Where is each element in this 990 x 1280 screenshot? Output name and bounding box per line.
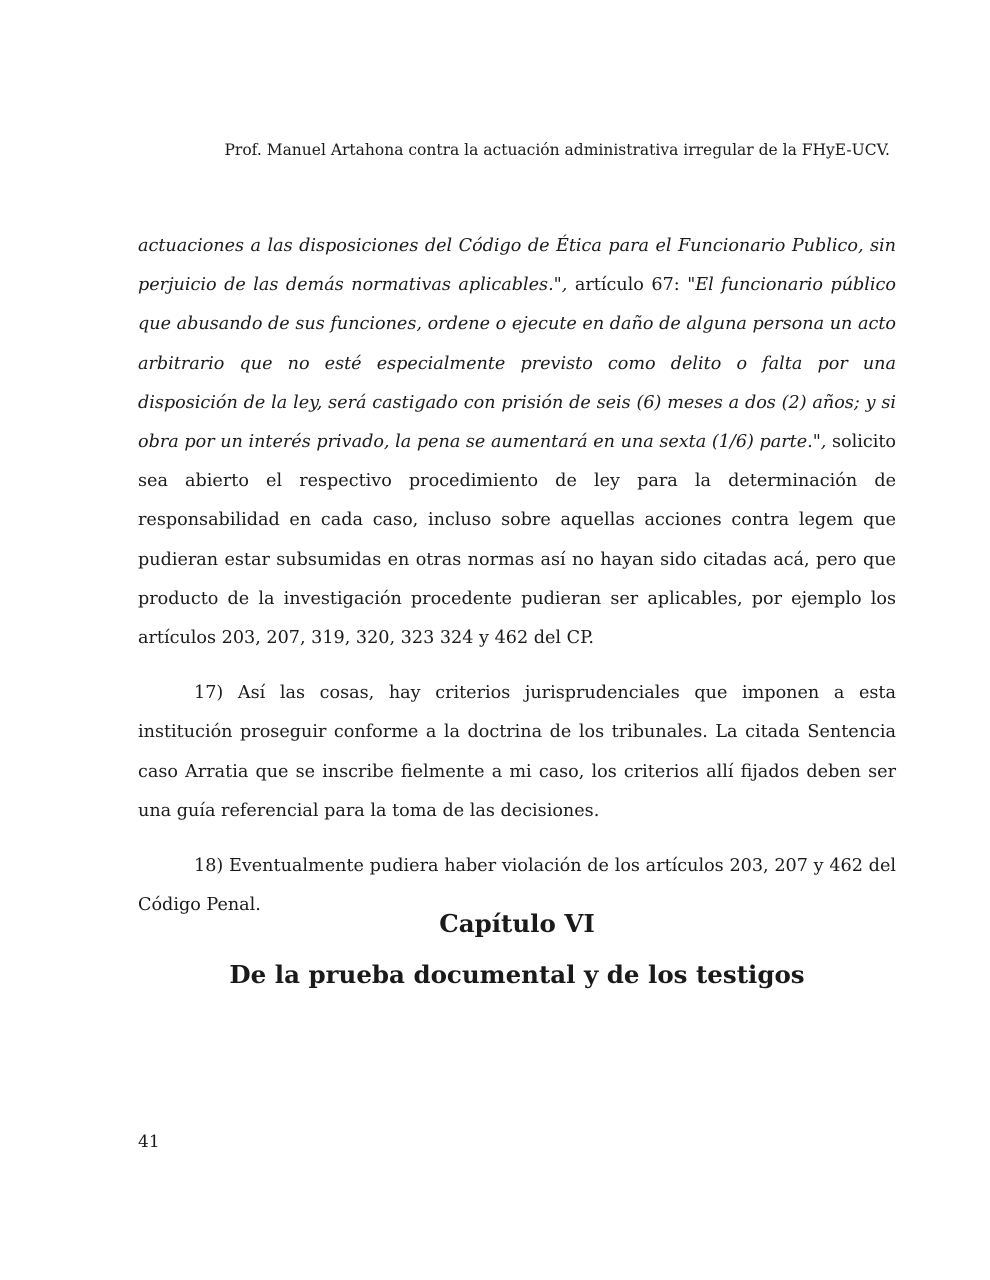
paragraph-18: 18) Eventualmente pudiera haber violación de los artículos 203, 207 y 462 del Código Penal. <box>138 856 896 916</box>
text-segment: solicito sea abierto el respectivo procedimiento de ley para la determinación de responsabilidad en cada caso, incluso sobre aquellas acciones contra legem que pudieran estar subsumidas en otras normas así no hayan sido citadas acá, pero que producto de la investigación procedente pudieran ser aplicables, por ejemplo los artículos 203, 207, 319, 320, 323 324 y 462 del CP. <box>138 432 897 649</box>
quote-segment: "El funcionario público que abusando de sus funciones, ordene o ejecute en daño de alguna persona un acto arbitrario que no esté especialmente previsto como delito o falta por una disposición de la ley, será castigado con prisión de seis (6) meses a dos (2) años; y si obra por un interés privado, la pena se aumentará en una sexta (1/6) parte.", <box>138 275 896 453</box>
paragraph-17: 17) Así las cosas, hay criterios jurisprudenciales que imponen a esta institución proseguir conforme a la doctrina de los tribunales. La citada Sentencia caso Arratia que se inscribe fielmente a mi caso, los criterios allí fijados deben ser una guía referencial para la toma de las decisiones. <box>138 683 896 821</box>
page-number: 41 <box>138 1132 160 1152</box>
running-header: Prof. Manuel Artahona contra la actuación administrativa irregular de la FHyE-UCV. <box>224 141 890 159</box>
chapter-title: Capítulo VI <box>439 909 595 938</box>
paragraph-continuation <box>138 227 896 658</box>
chapter-subtitle: De la prueba documental y de los testigos <box>229 960 805 989</box>
text-segment: artículo 67: <box>567 275 688 296</box>
body-text <box>138 227 896 925</box>
quote-segment: actuaciones a las disposiciones del Código de Ética para el Funcionario Publico, sin perjuicio de las demás normativas aplicables.", <box>138 236 896 296</box>
